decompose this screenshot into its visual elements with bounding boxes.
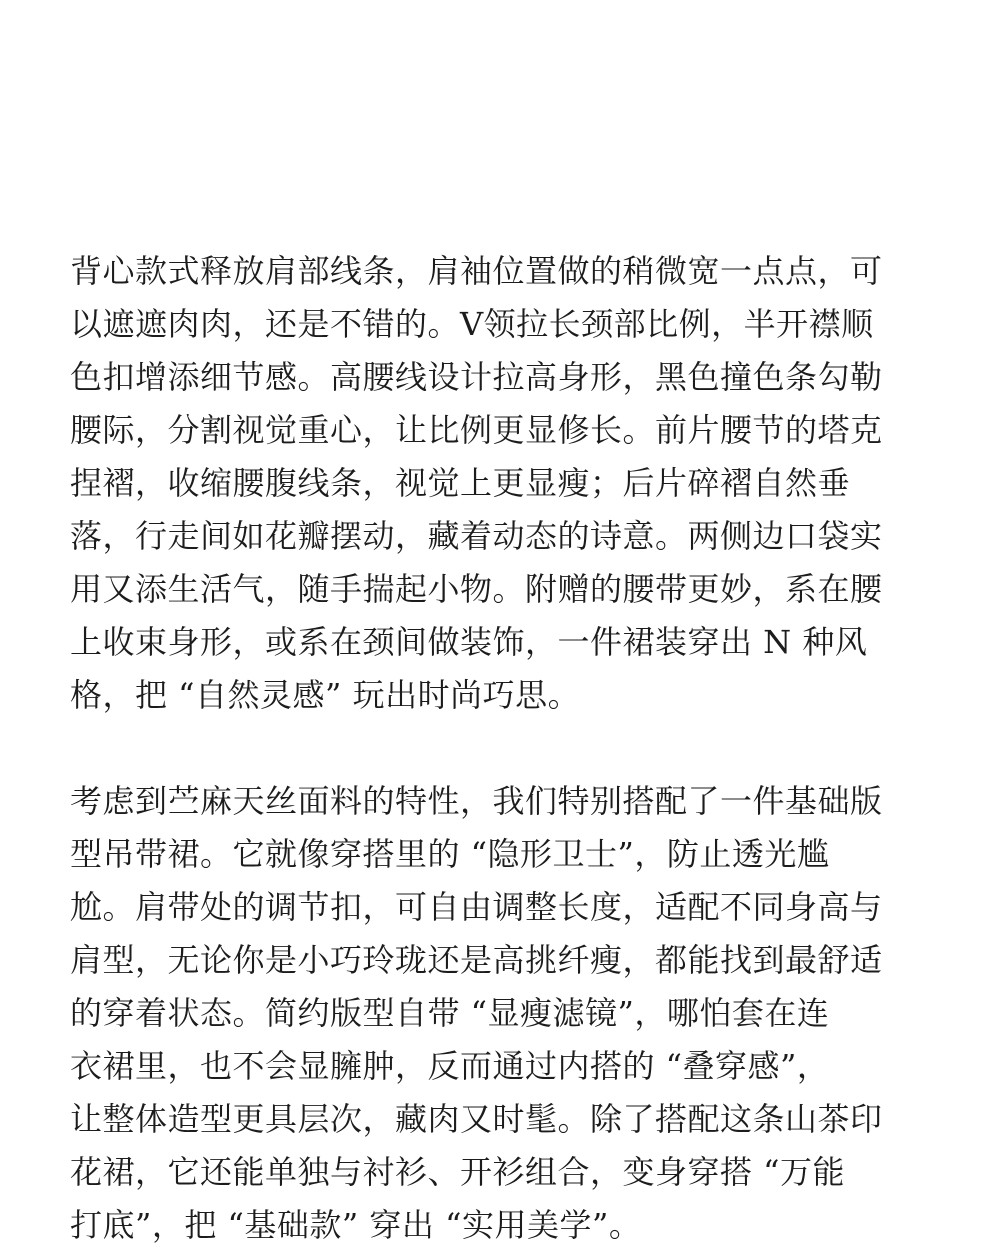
text-line: 肩型，无论你是小巧玲珑还是高挑纤瘦，都能找到最舒适 (70, 941, 883, 979)
text-line: 打底”，把 “基础款” 穿出 “实用美学”。 (70, 1206, 642, 1244)
text-line: 让整体造型更具层次，藏肉又时髦。除了搭配这条山茶印 (70, 1100, 883, 1138)
text-line: 型吊带裙。它就像穿搭里的 “隐形卫士”，防止透光尴 (70, 835, 830, 873)
text-line: 色扣增添细节感。高腰线设计拉高身形，黑色撞色条勾勒 (70, 358, 883, 396)
text-line: 用又添生活气，随手揣起小物。附赠的腰带更妙，系在腰 (70, 570, 883, 608)
paragraph-slip-dress (70, 775, 922, 1252)
text-line: 衣裙里，也不会显臃肿，反而通过内搭的 “叠穿感”， (70, 1047, 830, 1085)
paragraph-vest-design (70, 245, 922, 722)
text-line: 的穿着状态。简约版型自带 “显瘦滤镜”，哪怕套在连 (70, 994, 830, 1032)
paragraph-spacer (70, 722, 922, 775)
article-body (70, 245, 922, 1252)
text-line: 落，行走间如花瓣摆动，藏着动态的诗意。两侧边口袋实 (70, 517, 883, 555)
text-line: 背心款式释放肩部线条，肩袖位置做的稍微宽一点点，可 (70, 252, 883, 290)
text-line: 捏褶，收缩腰腹线条，视觉上更显瘦；后片碎褶自然垂 (70, 464, 851, 502)
text-line: 以遮遮肉肉，还是不错的。V领拉长颈部比例，半开襟顺 (70, 305, 874, 343)
text-line: 考虑到苎麻天丝面料的特性，我们特别搭配了一件基础版 (70, 782, 883, 820)
text-line: 尬。肩带处的调节扣，可自由调整长度，适配不同身高与 (70, 888, 883, 926)
text-line: 花裙，它还能单独与衬衫、开衫组合，变身穿搭 “万能 (70, 1153, 846, 1191)
text-line: 腰际，分割视觉重心，让比例更显修长。前片腰节的塔克 (70, 411, 883, 449)
text-line: 格，把 “自然灵感” 玩出时尚巧思。 (70, 676, 581, 714)
text-line: 上收束身形，或系在颈间做装饰，一件裙装穿出 N 种风 (70, 623, 868, 661)
